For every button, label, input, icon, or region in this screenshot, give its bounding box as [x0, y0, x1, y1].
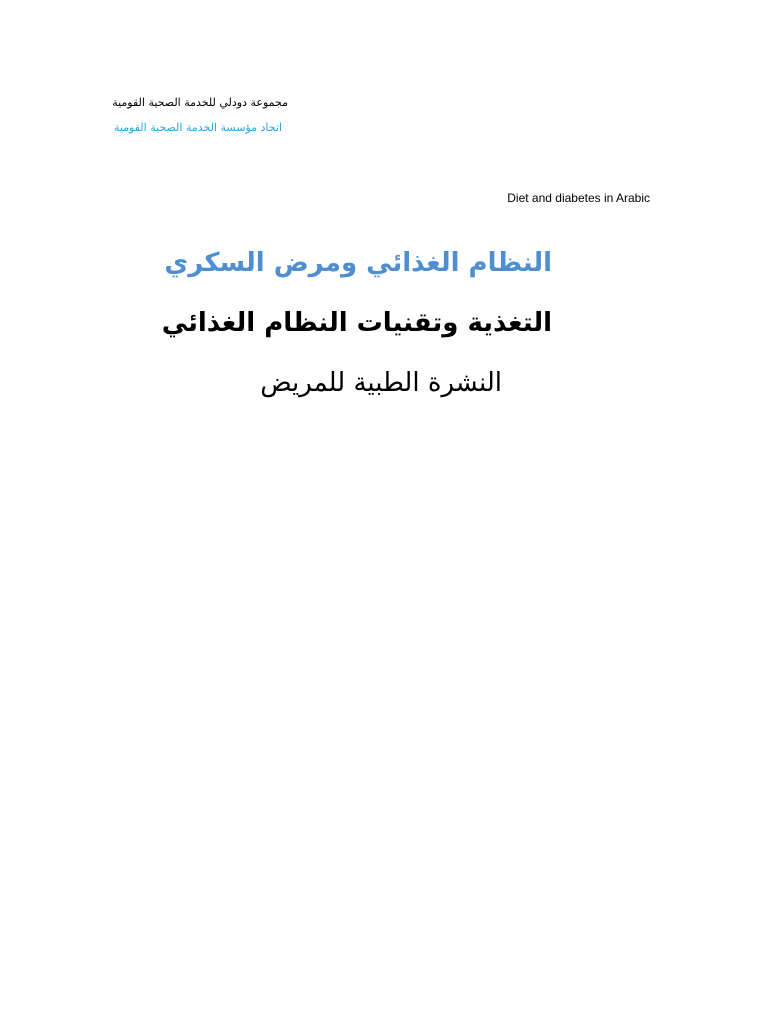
organization-name: مجموعة دودلي للخدمة الصحية القومية — [112, 96, 288, 109]
document-subtitle: التغذية وتقنيات النظام الغذائي — [161, 308, 552, 338]
document-title: النظام الغذائي ومرض السكري — [164, 248, 552, 278]
document-type-label: النشرة الطبية للمريض — [260, 368, 502, 398]
organization-subtitle: اتحاد مؤسسة الخدمة الصحية القومية — [113, 121, 282, 134]
english-document-label: Diet and diabetes in Arabic — [507, 191, 650, 205]
